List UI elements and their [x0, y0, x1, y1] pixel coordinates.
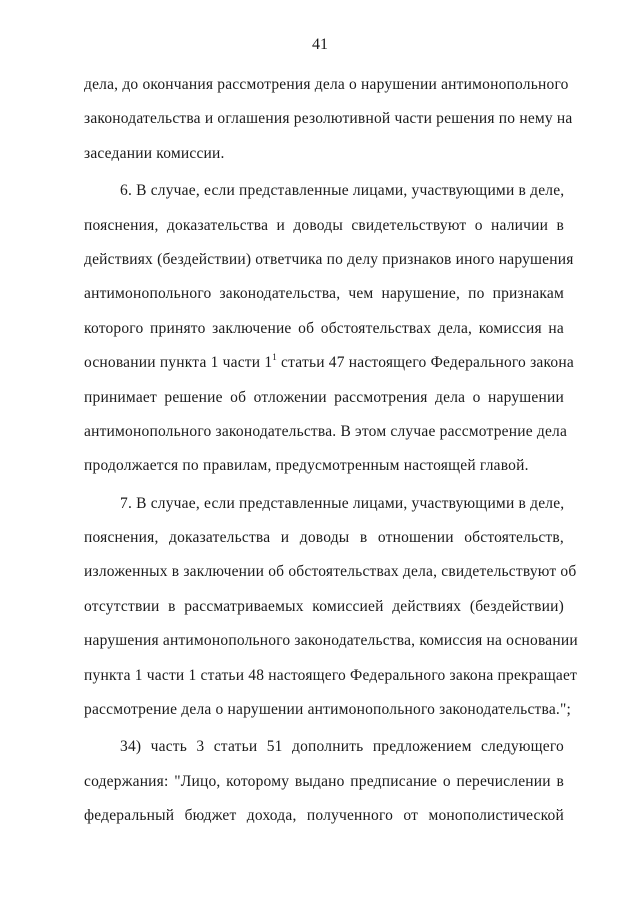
- text-line: 34) часть 3 статьи 51 дополнить предложением следующего: [120, 738, 564, 756]
- paragraph-item-6: [84, 174, 574, 484]
- paragraph-item-7: [84, 487, 578, 728]
- text-line: которого принято заключение об обстоятельствах дела, комиссия на: [84, 319, 564, 337]
- text-segment: статьи 47 настоящего Федерального закона: [276, 354, 574, 372]
- text-line: отсутствии в рассматриваемых комиссией действиях (бездействии): [84, 597, 564, 615]
- text-line: 6. В случае, если представленные лицами, участвующими в деле,: [120, 182, 565, 200]
- text-line: антимонопольного законодательства, чем нарушение, по признакам: [84, 285, 564, 303]
- text-line: 7. В случае, если представленные лицами, участвующими в деле,: [120, 494, 565, 512]
- text-line: продолжается по правилам, предусмотренным настоящей главой.: [84, 457, 529, 475]
- text-line: изложенных в заключении об обстоятельствах дела, свидетельствуют об: [84, 563, 577, 581]
- page-number: 41: [312, 36, 328, 53]
- text-line: федеральный бюджет дохода, полученного от монополистической: [84, 807, 564, 825]
- text-line: заседании комиссии.: [84, 144, 225, 162]
- text-line: нарушения антимонопольного законодательства, комиссия на основании: [84, 632, 578, 650]
- superscript: 1: [272, 352, 277, 363]
- paragraph-continuation: [84, 68, 573, 171]
- text-line: пункта 1 части 1 статьи 48 настоящего Федерального закона прекращает: [84, 666, 578, 684]
- text-line: законодательства и оглашения резолютивной части решения по нему на: [84, 110, 573, 128]
- text-line: принимает решение об отложении рассмотрения дела о нарушении: [84, 388, 564, 406]
- text-line: пояснения, доказательства и доводы в отношении обстоятельств,: [84, 529, 564, 547]
- text-segment: основании пункта 1 части 1: [84, 354, 273, 372]
- paragraph-item-34: [84, 730, 564, 833]
- text-line: содержания: "Лицо, которому выдано предписание о перечислении в: [84, 772, 564, 790]
- text-line: действиях (бездействии) ответчика по делу признаков иного нарушения: [84, 250, 574, 268]
- text-line: пояснения, доказательства и доводы свидетельствуют о наличии в: [84, 216, 564, 234]
- text-line: дела, до окончания рассмотрения дела о нарушении антимонопольного: [84, 76, 569, 93]
- text-line: рассмотрение дела о нарушении антимонопольного законодательства.";: [84, 701, 572, 719]
- text-line: антимонопольного законодательства. В этом случае рассмотрение дела: [84, 422, 568, 440]
- document-body: [84, 68, 578, 834]
- text-line-with-superscript: [84, 346, 574, 380]
